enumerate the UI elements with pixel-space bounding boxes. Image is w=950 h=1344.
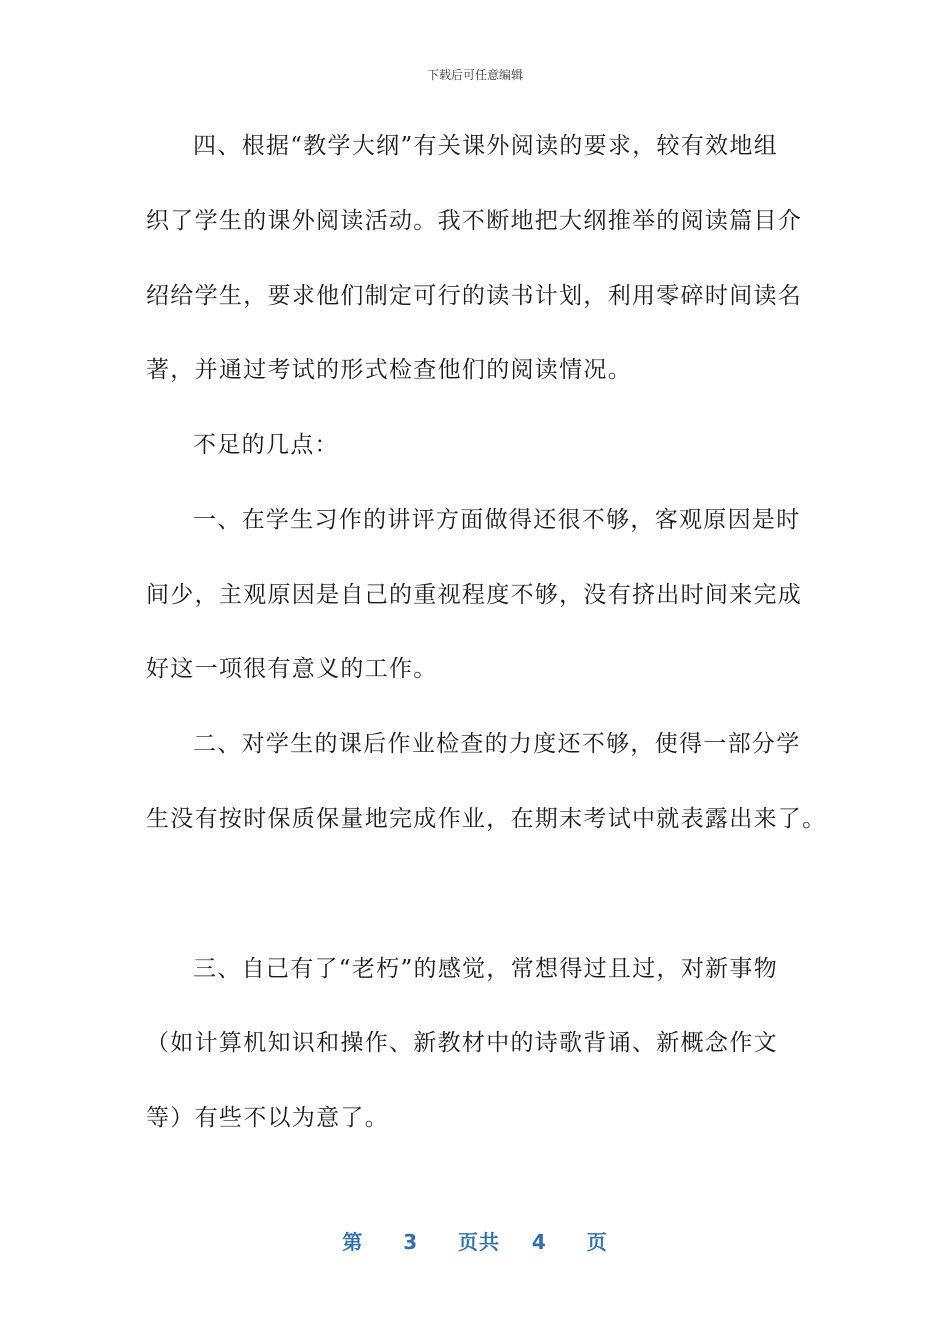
paragraph-line: 一、在学生习作的讲评方面做得还很不够，客观原因是时 <box>193 507 801 533</box>
page-label-prefix: 第 <box>342 1230 364 1254</box>
paragraph-line: 等）有些不以为意了。 <box>146 1105 389 1131</box>
paragraph-line: 绍给学生，要求他们制定可行的读书计划，利用零碎时间读名 <box>146 283 803 309</box>
total-pages-number: 4 <box>531 1230 547 1254</box>
paragraph-line: 著，并通过考试的形式检查他们的阅读情况。 <box>146 357 632 383</box>
paragraph-line: 四、根据“教学大纲”有关课外阅读的要求，较有效地组 <box>193 133 779 159</box>
paragraph-line: （如计算机知识和操作、新教材中的诗歌背诵、新概念作文 <box>146 1030 778 1056</box>
page-label-middle: 页共 <box>457 1230 500 1254</box>
paragraph-line: 织了学生的课外阅读活动。我不断地把大纲推举的阅读篇目介 <box>146 208 803 234</box>
page-label-suffix: 页 <box>586 1230 608 1254</box>
paragraph-line: 间少，主观原因是自己的重视程度不够，没有挤出时间来完成 <box>146 582 803 608</box>
page-header: 下载后可任意编辑 <box>426 68 523 82</box>
current-page-number: 3 <box>403 1230 419 1254</box>
paragraph-line: 生没有按时保质保量地完成作业，在期末考试中就表露出来了。 <box>146 806 827 832</box>
page-footer <box>0 1226 950 1255</box>
paragraph-line: 好这一项很有意义的工作。 <box>146 656 438 682</box>
paragraph-line: 二、对学生的课后作业检查的力度还不够，使得一部分学 <box>193 731 801 757</box>
paragraph-line: 三、自己有了“老朽”的感觉，常想得过且过，对新事物 <box>193 956 779 982</box>
section-heading: 不足的几点： <box>193 432 339 458</box>
